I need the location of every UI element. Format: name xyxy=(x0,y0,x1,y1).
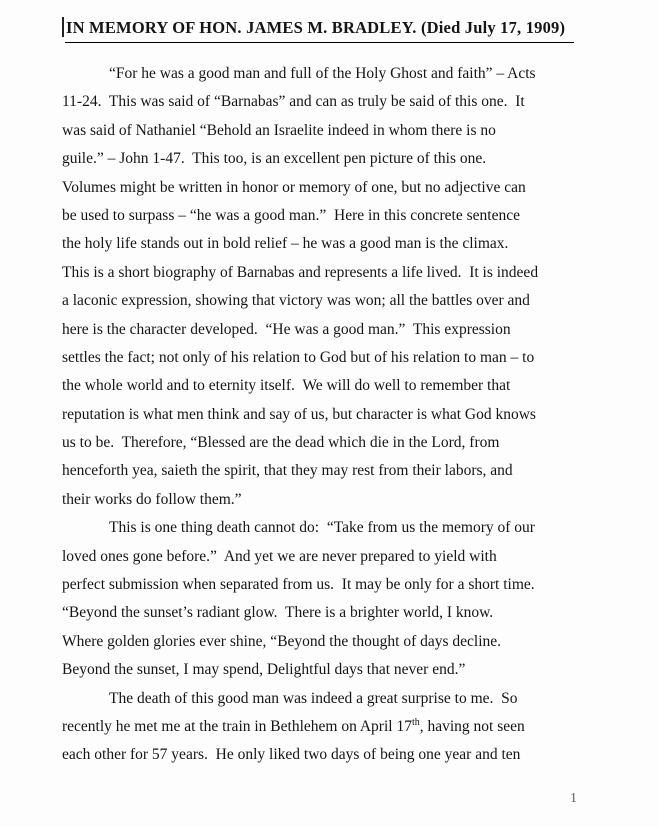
text-line: guile.” – John 1-47. This too, is an excellent pen picture of this one. xyxy=(62,150,487,168)
page-number: 1 xyxy=(570,791,577,806)
text-line: This is a short biography of Barnabas and represents a life lived. It is indeed xyxy=(62,263,539,281)
document-title: IN MEMORY OF HON. JAMES M. BRADLEY. (Died July 17, 1909) xyxy=(65,15,574,43)
text-line: This is one thing death cannot do: “Take from us the memory of our xyxy=(109,519,535,537)
text-line: a laconic expression, showing that victory was won; all the battles over and xyxy=(62,292,530,310)
document-body xyxy=(62,60,598,770)
text-line: “For he was a good man and full of the Holy Ghost and faith” – Acts xyxy=(109,65,536,82)
text-line: their works do follow them.” xyxy=(62,490,242,508)
text-line: Where golden glories ever shine, “Beyond the thought of days decline. xyxy=(62,632,502,650)
text-line: Volumes might be written in honor or memory of one, but no adjective can xyxy=(62,178,526,196)
text-line: us to be. Therefore, “Blessed are the dead which die in the Lord, from xyxy=(62,434,500,452)
text-line: the holy life stands out in bold relief – he was a good man is the climax. xyxy=(62,235,509,253)
text-line: The death of this good man was indeed a great surprise to me. So xyxy=(109,689,518,707)
text-line: henceforth yea, saieth the spirit, that they may rest from their labors, and xyxy=(62,462,513,480)
text-line: Beyond the sunset, I may spend, Delightful days that never end.” xyxy=(62,661,466,679)
text-line: each other for 57 years. He only liked two days of being one year and ten xyxy=(62,746,521,764)
text-line: here is the character developed. “He was a good man.” This expression xyxy=(62,320,511,338)
text-line: “Beyond the sunset’s radiant glow. There is a brighter world, I know. xyxy=(62,604,494,622)
text-line: recently he met me at the train in Bethlehem on April 17th, having not seen xyxy=(62,716,525,735)
text-line: reputation is what men think and say of us, but character is what God knows xyxy=(62,405,536,423)
text-line: the whole world and to eternity itself. We will do well to remember that xyxy=(62,377,511,395)
text-line: be used to surpass – “he was a good man.” Here in this concrete sentence xyxy=(62,206,520,224)
text-line: was said of Nathaniel “Behold an Israelite indeed in whom there is no xyxy=(62,121,496,139)
text-cursor-icon xyxy=(62,17,64,37)
text-line: loved ones gone before.” And yet we are never prepared to yield with xyxy=(62,547,497,565)
text-line: 11-24. This was said of “Barnabas” and can as truly be said of this one. It xyxy=(62,93,525,111)
text-line: perfect submission when separated from us. It may be only for a short time. xyxy=(62,576,535,594)
document-title-row xyxy=(62,15,598,43)
text-line: settles the fact; not only of his relation to God but of his relation to man – to xyxy=(62,348,535,366)
